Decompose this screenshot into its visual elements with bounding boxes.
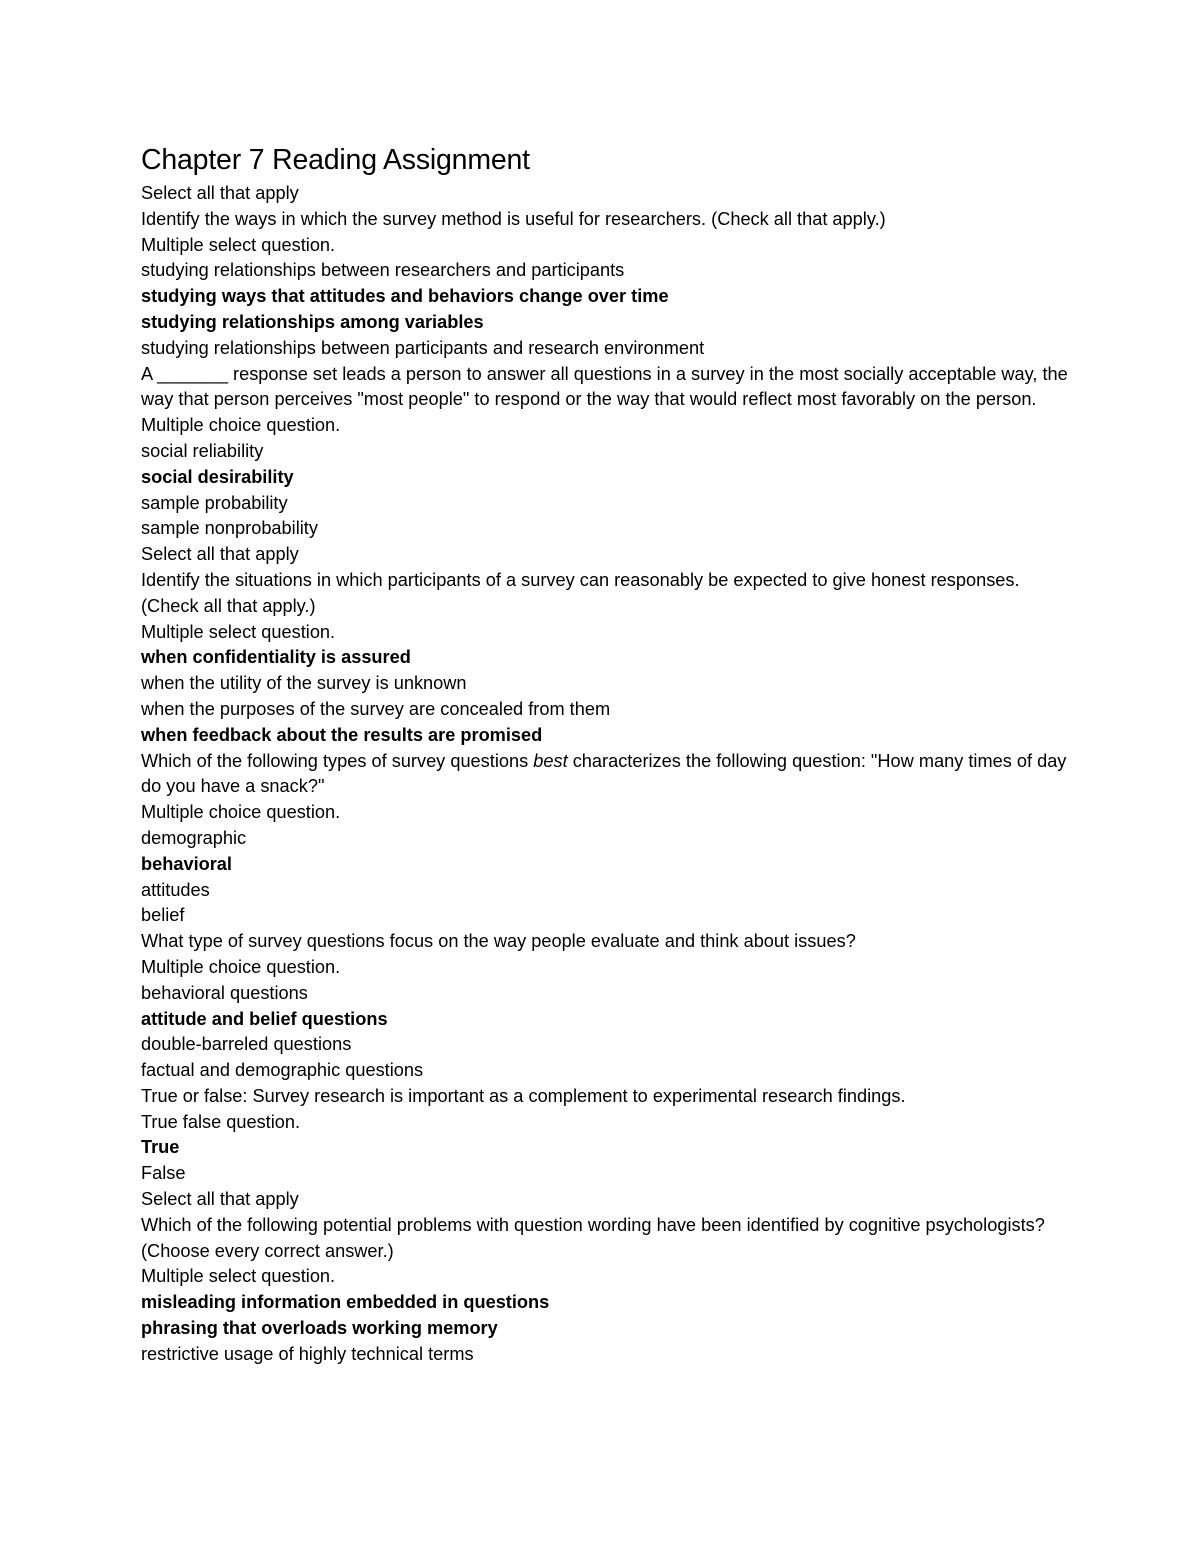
document-page [141,140,1071,1368]
text-line: Identify the ways in which the survey method is useful for researchers. (Check all that apply.) [141,208,886,229]
prompt-text-end: characterizes the following question: "How many times of day do you have a snack?" [141,750,1067,797]
text-line: Multiple select question. [141,621,336,642]
text-line: restrictive usage of highly technical terms [141,1343,474,1364]
document-title: Chapter 7 Reading Assignment [141,144,530,176]
question-block-2 [141,800,1071,1368]
text-line: Select all that apply [141,183,299,203]
text-line: True or false: Survey research is important as a complement to experimental research findings. [141,1085,906,1106]
prompt-emphasis: best [533,750,568,771]
text-line: Multiple choice question. [141,415,341,436]
prompt-text-start: Which of the following types of survey questions [141,750,534,771]
answer-correct: when confidentiality is assured [141,647,411,668]
text-line: Multiple select question. [141,1266,336,1287]
text-line: studying relationships between researchers and participants [141,260,625,281]
text-line: Multiple choice question. [141,956,341,977]
text-line: True false question. [141,1111,301,1132]
text-line: behavioral questions [141,982,308,1003]
answer-correct: behavioral [141,853,232,874]
text-line: What type of survey questions focus on the way people evaluate and think about issues? [141,931,856,952]
question-block-1 [141,181,1071,749]
text-line: when the utility of the survey is unknown [141,673,467,694]
text-line: social reliability [141,440,264,461]
text-line: False [141,1163,186,1184]
text-line: sample probability [141,492,288,513]
question-prompt [141,749,1071,801]
answer-correct: phrasing that overloads working memory [141,1318,498,1339]
answer-correct: when feedback about the results are promised [141,724,543,745]
text-line: Which of the following potential problems with question wording have been identified by cognitive psychologists? (Choose every correct answer.) [141,1214,1045,1261]
answer-correct: studying ways that attitudes and behaviors change over time [141,286,669,307]
answer-correct: misleading information embedded in questions [141,1292,550,1313]
text-line: demographic [141,827,247,848]
text-line: belief [141,905,185,926]
answer-correct: studying relationships among variables [141,311,484,332]
text-line: factual and demographic questions [141,1060,424,1081]
text-line: Multiple select question. [141,234,336,255]
text-line: studying relationships between participants and research environment [141,337,705,358]
text-line: sample nonprobability [141,518,318,539]
text-line: Multiple choice question. [141,802,341,823]
text-line: when the purposes of the survey are concealed from them [141,698,611,719]
text-line: A _______ response set leads a person to answer all questions in a survey in the most socially acceptable way, the way that person perceives "most people" to respond or the way that would reflect most favorably on the person. [141,363,1068,410]
text-line: Select all that apply [141,544,299,565]
answer-correct: True [141,1137,180,1158]
answer-correct: social desirability [141,466,294,487]
text-line: attitudes [141,879,210,900]
text-line: Identify the situations in which participants of a survey can reasonably be expected to give honest responses. (Check all that apply.) [141,569,1020,616]
text-line: double-barreled questions [141,1034,352,1055]
text-line: Select all that apply [141,1189,299,1210]
answer-correct: attitude and belief questions [141,1008,388,1029]
